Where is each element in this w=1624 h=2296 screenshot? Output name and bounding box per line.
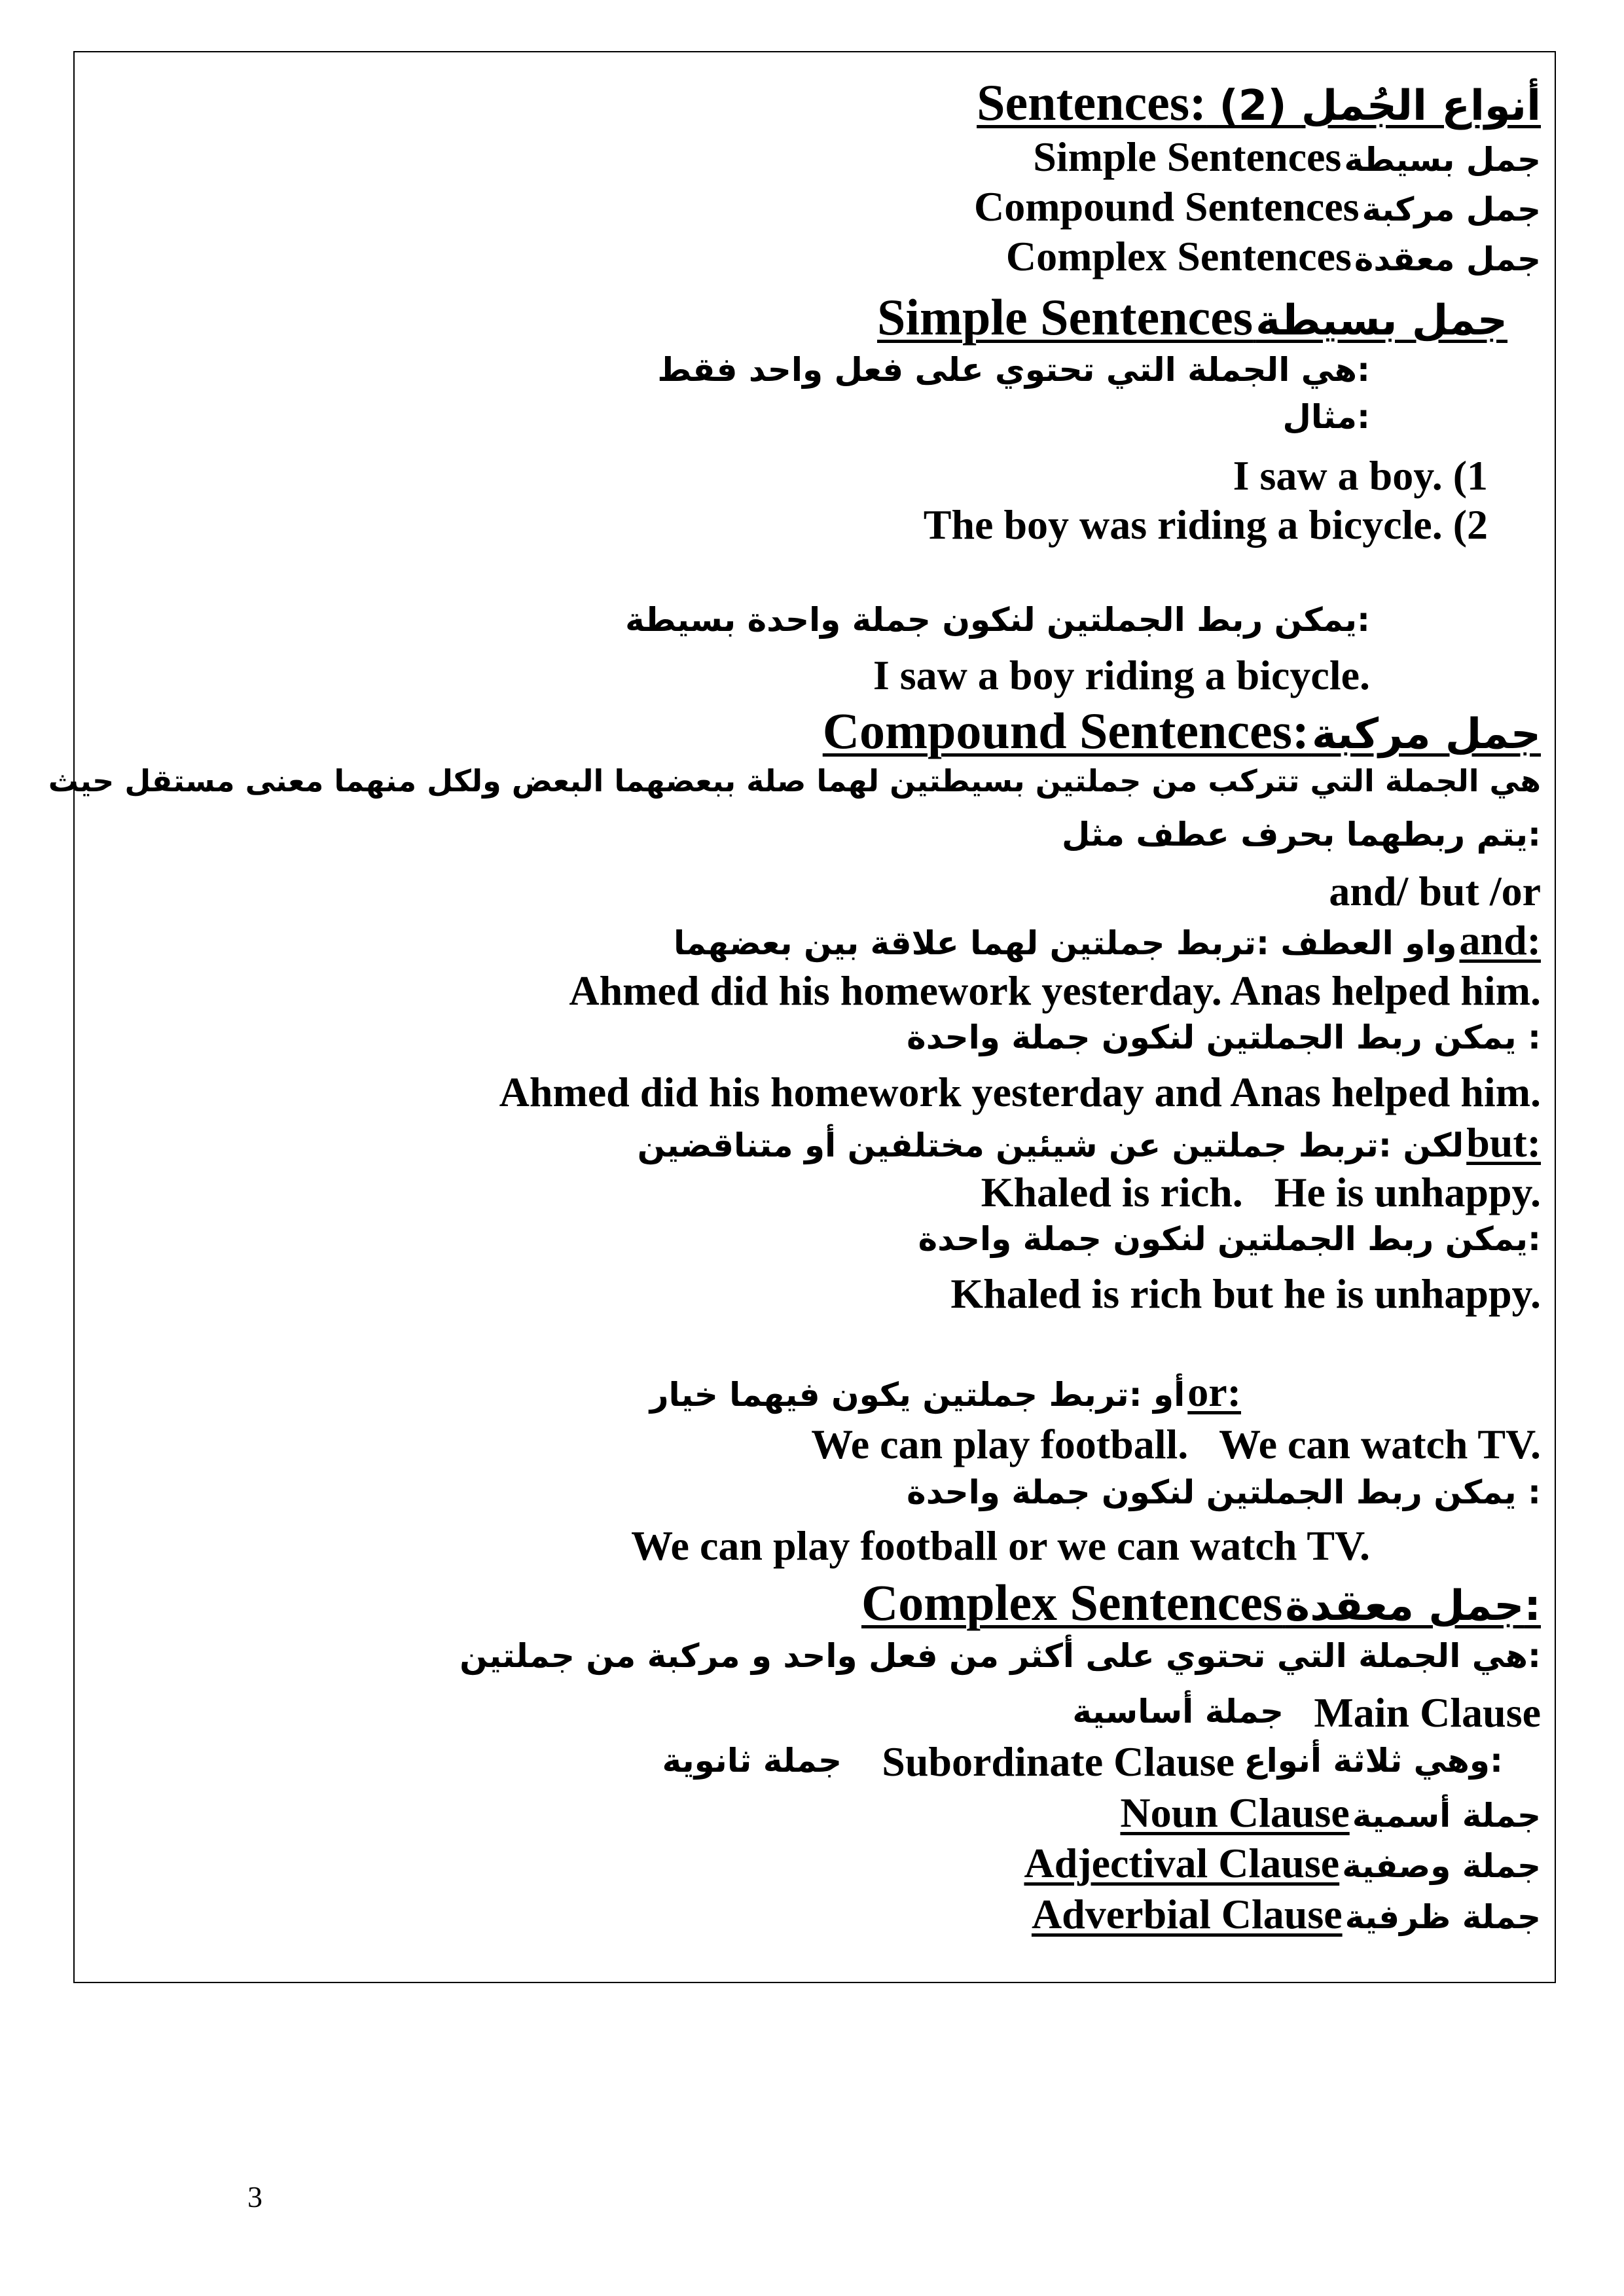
page-number: 3: [247, 2180, 262, 2214]
and-example: Ahmed did his homework yesterday. Anas helped him.: [569, 967, 1541, 1014]
but-label: but:: [1466, 1119, 1541, 1166]
simple-heading-ar: جمل بسيطة: [1255, 296, 1507, 345]
type-simple-ar: جمل بسيطة: [1344, 141, 1541, 179]
or-row: [650, 1371, 1241, 1413]
adj-clause-row: [1024, 1842, 1541, 1884]
and-desc: واو العطف :تربط جملتين لهما علاقة بين بعضهما: [673, 924, 1457, 962]
noun-clause-ar: جملة أسمية: [1352, 1797, 1541, 1835]
compound-heading-en: Compound Sentences:: [822, 702, 1309, 759]
simple-definition: هي الجملة التي تحتوي على فعل واحد فقط:: [657, 351, 1370, 389]
but-desc: لكن :تربط جملتين عن شيئين مختلفين أو متناقضين: [637, 1126, 1464, 1164]
complex-heading: [861, 1574, 1541, 1631]
simple-example-1: I saw a boy. (1: [1233, 452, 1488, 499]
type-compound-en: Compound Sentences: [974, 183, 1360, 230]
simple-heading-en: Simple Sentences: [876, 289, 1254, 346]
and-row: [673, 917, 1541, 963]
adv-clause-ar: جملة ظرفية: [1344, 1898, 1541, 1936]
main-clause-ar: جملة أساسية: [1072, 1693, 1284, 1731]
compound-definition-2: يتم ربطهما بحرف عطف مثل:: [1062, 816, 1541, 853]
adv-clause-en: Adverbial Clause: [1031, 1891, 1343, 1937]
type-complex-en: Complex Sentences: [1005, 233, 1352, 279]
complex-heading-ar: جمل معقدة:: [1285, 1582, 1541, 1630]
and-note: يمكن ربط الجملتين لنكون جملة واحدة :: [907, 1018, 1541, 1056]
but-note: يمكن ربط الجملتين لنكون جملة واحدة:: [918, 1220, 1541, 1258]
simple-combine-note: يمكن ربط الجملتين لنكون جملة واحدة بسيطة:: [625, 601, 1370, 639]
and-label: and:: [1459, 917, 1541, 963]
or-label: or:: [1187, 1369, 1241, 1415]
sub-clause-ar: جملة ثانوية: [662, 1742, 842, 1780]
compound-heading: [822, 702, 1541, 759]
or-note: يمكن ربط الجملتين لنكون جملة واحدة :: [907, 1473, 1541, 1511]
simple-example-label: مثال:: [1282, 398, 1370, 436]
simple-heading: [876, 289, 1507, 346]
simple-combined: I saw a boy riding a bicycle.: [873, 652, 1370, 698]
sub-types-label: وهي ثلاثة أنواع:: [1244, 1742, 1503, 1780]
adv-clause-row: [1032, 1893, 1541, 1935]
but-example: Khaled is rich. He is unhappy.: [981, 1169, 1541, 1215]
adj-clause-en: Adjectival Clause: [1024, 1840, 1340, 1886]
noun-clause-row: [1120, 1789, 1541, 1836]
adj-clause-ar: جملة وصفية: [1342, 1847, 1541, 1885]
type-complex: [1005, 233, 1541, 279]
simple-example-2: The boy was riding a bicycle. (2: [923, 501, 1488, 548]
page-title: [977, 74, 1541, 131]
complex-definition: هي الجملة التي تحتوي على أكثر من فعل واحد و مركبة من جملتين:: [460, 1637, 1541, 1675]
type-compound: [974, 183, 1541, 230]
type-complex-ar: جمل معقدة: [1354, 240, 1541, 278]
and-combined: Ahmed did his homework yesterday and Anas helped him.: [499, 1069, 1541, 1115]
complex-heading-en: Complex Sentences: [861, 1574, 1283, 1631]
main-clause-row: [1314, 1689, 1541, 1736]
but-combined: Khaled is rich but he is unhappy.: [950, 1270, 1541, 1317]
or-example: We can play football. We can watch TV.: [811, 1421, 1541, 1467]
compound-conjunctions: and/ but /or: [1329, 868, 1541, 914]
or-desc: أو :تربط جملتين يكون فيهما خيار: [649, 1376, 1185, 1414]
but-row: [637, 1119, 1541, 1166]
title-en: Sentences:: [977, 74, 1207, 131]
or-combined: We can play football or we can watch TV.: [631, 1522, 1370, 1569]
type-simple: [1033, 136, 1541, 178]
noun-clause-en: Noun Clause: [1120, 1789, 1350, 1836]
main-clause-en: Main Clause: [1314, 1689, 1541, 1736]
type-compound-ar: جمل مركبة: [1362, 190, 1541, 228]
type-simple-en: Simple Sentences: [1033, 134, 1342, 180]
sub-clause-en: Subordinate Clause: [882, 1738, 1235, 1785]
compound-definition-1: هي الجملة التي تتركب من جملتين بسيطتين لهما صلة ببعضهما البعض ولكل منهما معنى مستقل حيث: [48, 763, 1541, 798]
compound-heading-ar: جمل مركبة: [1311, 710, 1541, 759]
title-ar: (2) أنواع الجُمل: [1219, 82, 1541, 130]
